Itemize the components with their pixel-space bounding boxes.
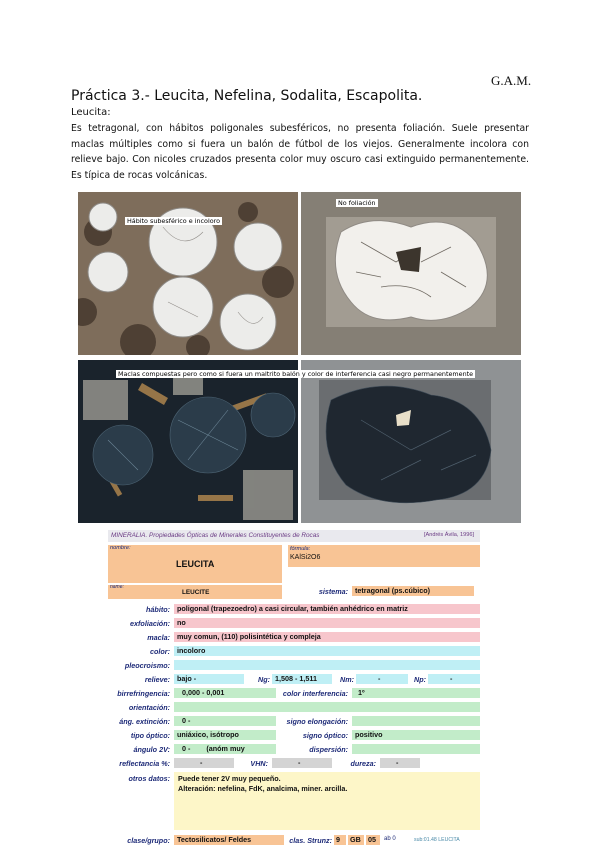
ang-extincion-value: 0 - xyxy=(174,716,276,726)
clase-grupo-label: clase/grupo: xyxy=(127,836,170,845)
micrograph-crossed-nicols-2 xyxy=(301,360,521,523)
signo-elongacion-label: signo elongación: xyxy=(286,717,348,726)
reflectancia-label: reflectancia %: xyxy=(119,759,170,768)
birrefringencia-label: birrefringencia: xyxy=(117,689,170,698)
np-label: Np: xyxy=(414,675,426,684)
reflectancia-value: - xyxy=(174,758,234,768)
formula-label: fórmula: xyxy=(290,546,311,552)
np-value: - xyxy=(428,674,480,684)
name-en-value: LEUCITE xyxy=(182,589,210,596)
section-subtitle: Leucita: xyxy=(71,107,111,118)
color-label: color: xyxy=(150,647,170,656)
birrefringencia-value: 0,000 - 0,001 xyxy=(174,688,276,698)
habito-value: poligonal (trapezoedro) a casi circular, también anhédrico en matriz xyxy=(174,604,480,614)
signo-optico-label: signo óptico: xyxy=(302,731,348,740)
angulo-2v-extra: (anóm muy xyxy=(206,744,245,753)
tipo-optico-label: tipo óptico: xyxy=(130,731,170,740)
photo-caption-1: Hábito subesférico e incoloro xyxy=(127,217,221,225)
photo-caption-3: Maclas compuestas pero como si fuera un maltrito balón y color de interferencia casi negro permanentemente xyxy=(118,370,474,378)
strunz-label: clas. Strunz: xyxy=(289,836,332,845)
angulo-2v-label: ángulo 2V: xyxy=(133,745,170,754)
ng-label: Ng: xyxy=(258,675,270,684)
author-initials: G.A.M. xyxy=(491,73,532,88)
micrograph-crossed-nicols-1 xyxy=(78,360,298,523)
color-interferencia-label: color interferencia: xyxy=(282,689,348,698)
orientacion-value xyxy=(174,702,480,712)
intro-paragraph: Es tetragonal, con hábitos poligonales subesféricos, no presenta foliación. Suele presentar maclas múltiples como si fuera un balón de fútbol de los viejos. Generalmente incolora con relieve bajo. Con nicoles cruzados presenta color muy oscuro casi extinguido permanentemente. Es típica de rocas volcánicas. xyxy=(71,123,529,181)
footer-code: sub:01.48 LEUCITA xyxy=(414,837,460,843)
dispersion-value xyxy=(352,744,480,754)
pleocroismo-value xyxy=(174,660,480,670)
photo-caption-2: No foliación xyxy=(338,199,376,207)
relieve-value: bajo - xyxy=(174,674,244,684)
strunz-value-3: 05 xyxy=(366,835,380,845)
habito-label: hábito: xyxy=(146,605,170,614)
signo-elongacion-value xyxy=(352,716,480,726)
macla-label: macla: xyxy=(147,633,170,642)
vhn-label: VHN: xyxy=(250,759,268,768)
orientacion-label: orientación: xyxy=(128,703,170,712)
strunz-value-2: GB xyxy=(348,835,364,845)
nombre-label: nombre: xyxy=(110,545,131,551)
strunz-value-1: 9 xyxy=(334,835,346,845)
strunz-extra: ab 0 xyxy=(384,836,396,842)
sheet-banner-ref: [Andrés Ávila, 1996] xyxy=(423,532,474,538)
page-title: Práctica 3.- Leucita, Nefelina, Sodalita, Escapolita. xyxy=(71,88,423,104)
micrograph-plane-light-2 xyxy=(301,192,521,355)
dureza-label: dureza: xyxy=(350,759,376,768)
formula-value: KAlSi2O6 xyxy=(290,554,321,561)
dispersion-label: dispersión: xyxy=(309,745,348,754)
mineral-data-sheet xyxy=(108,530,480,848)
color-value: incoloro xyxy=(174,646,480,656)
nm-label: Nm: xyxy=(340,675,354,684)
sheet-banner-text: MINERALIA. Propiedades Ópticas de Minerales Constituyentes de Rocas xyxy=(111,532,320,539)
pleocroismo-label: pleocroismo: xyxy=(124,661,170,670)
nombre-value: LEUCITA xyxy=(176,559,215,569)
clase-grupo-value: Tectosilicatos/ Feldes xyxy=(174,835,284,845)
nm-value: - xyxy=(356,674,408,684)
macla-value: muy comun, (110) polisintética y compleja xyxy=(174,632,480,642)
name-en-label: name: xyxy=(110,584,124,590)
exfoliacion-value: no xyxy=(174,618,480,628)
relieve-label: relieve: xyxy=(144,675,170,684)
sistema-value: tetragonal (ps.cúbico) xyxy=(352,586,474,596)
otros-datos-line-1: Puede tener 2V muy pequeño. xyxy=(178,774,281,783)
signo-optico-value: positivo xyxy=(352,730,480,740)
angulo-2v-number: 0 - xyxy=(182,744,191,753)
vhn-value: - xyxy=(272,758,332,768)
ang-extincion-label: áng. extinción: xyxy=(119,717,170,726)
otros-datos-line-2: Alteración: nefelina, FdK, analcima, miner. arcilla. xyxy=(178,784,348,793)
sistema-label: sistema: xyxy=(318,587,348,596)
tipo-optico-value: uniáxico, isótropo xyxy=(174,730,276,740)
ng-value: 1,508 - 1,511 xyxy=(272,674,332,684)
color-interferencia-value: 1º xyxy=(352,688,480,698)
dureza-value: - xyxy=(380,758,420,768)
angulo-2v-value xyxy=(174,744,276,754)
otros-datos-label: otros datos: xyxy=(128,774,170,783)
exfoliacion-label: exfoliación: xyxy=(130,619,170,628)
